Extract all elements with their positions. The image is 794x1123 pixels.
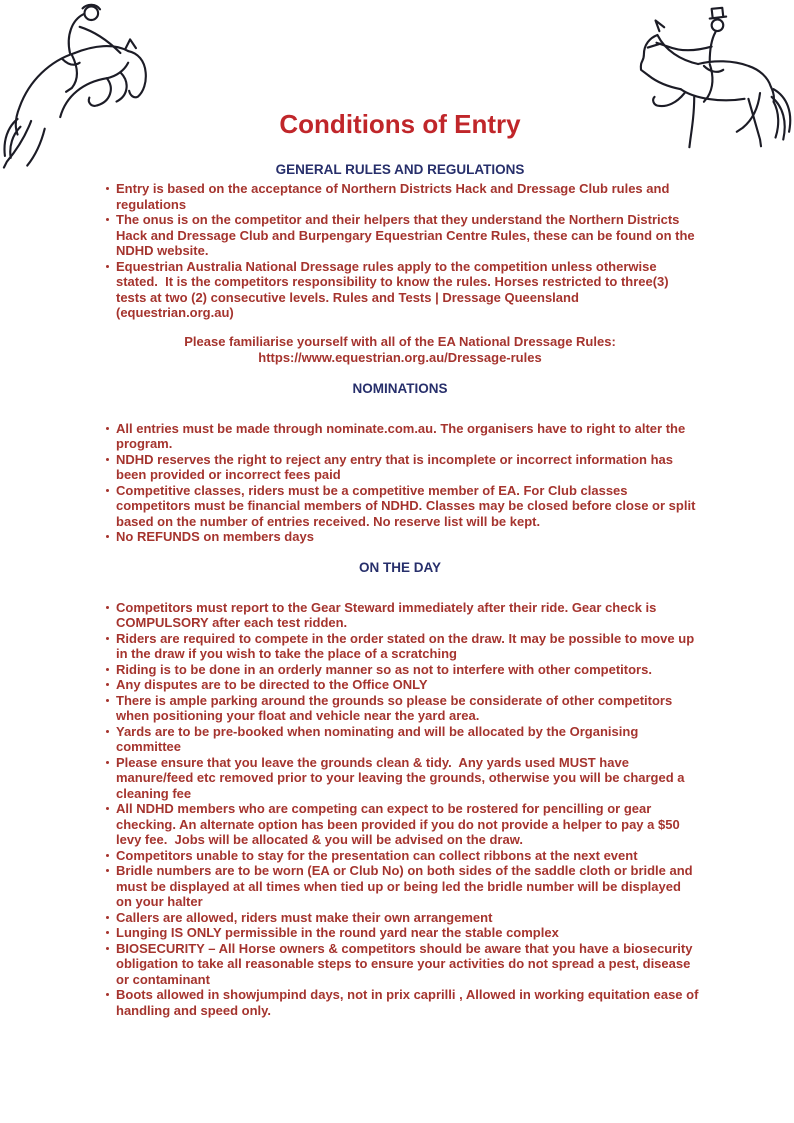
ea-rules-notice-text: Please familiarise yourself with all of the EA National Dressage Rules:	[184, 333, 616, 349]
rule-item: NDHD reserves the right to reject any entry that is incomplete or incorrect information has been provided or incorrect fees paid	[105, 452, 700, 483]
rule-item: Please ensure that you leave the grounds clean & tidy. Any yards used MUST have manure/feed etc removed prior to your leaving the grounds, otherwise you will be charged a cleaning fee	[105, 755, 700, 802]
rule-item: The onus is on the competitor and their helpers that they understand the Northern Districts Hack and Dressage Club and Burpengary Equestrian Centre Rules, these can be found on the NDHD website.	[105, 212, 700, 259]
rule-item: Callers are allowed, riders must make their own arrangement	[105, 910, 700, 926]
rule-item: Boots allowed in showjumpind days, not in prix caprilli , Allowed in working equitation ease of handling and speed only.	[105, 987, 700, 1018]
rule-item: All entries must be made through nominate.com.au. The organisers have to right to alter the program.	[105, 421, 700, 452]
rule-item: No REFUNDS on members days	[105, 529, 700, 545]
rule-item: Lunging IS ONLY permissible in the round yard near the stable complex	[105, 925, 700, 941]
rule-item: Entry is based on the acceptance of Northern Districts Hack and Dressage Club rules and regulations	[105, 181, 700, 212]
rule-item: Yards are to be pre-booked when nominating and will be allocated by the Organising committee	[105, 724, 700, 755]
dressage-horse-image	[610, 4, 792, 154]
rule-item: Competitive classes, riders must be a competitive member of EA. For Club classes competitors must be financial members of NDHD. Classes may be closed before close or split based on the number of entries received. No reserve list will be kept.	[105, 483, 700, 530]
rule-item: Riders are required to compete in the order stated on the draw. It may be possible to move up in the draw if you wish to take the place of a scratching	[105, 631, 700, 662]
rule-item: Bridle numbers are to be worn (EA or Club No) on both sides of the saddle cloth or bridle and must be displayed at all times when tied up or being led the bridle number will be displayed on your halter	[105, 863, 700, 910]
rule-item: Competitors must report to the Gear Steward immediately after their ride. Gear check is COMPULSORY after each test ridden.	[105, 600, 700, 631]
nominations-list	[100, 421, 700, 545]
rule-item: All NDHD members who are competing can expect to be rostered for pencilling or gear checking. An alternate option has been provided if you do not provide a helper to pay a $50 levy fee. Jobs will be allocated & you will be advised on the draw.	[105, 801, 700, 848]
rule-item: Riding is to be done in an orderly manner so as not to interfere with other competitors.	[105, 662, 700, 678]
section-heading-general-rules: GENERAL RULES AND REGULATIONS	[275, 162, 525, 177]
rule-item: Competitors unable to stay for the presentation can collect ribbons at the next event	[105, 848, 700, 864]
section-heading-nominations: NOMINATIONS	[352, 380, 448, 396]
jumping-horse-image	[2, 2, 167, 170]
general-rules-list	[100, 181, 700, 321]
ea-rules-notice	[100, 334, 700, 366]
page-title: Conditions of Entry	[279, 109, 521, 139]
rule-item: Any disputes are to be directed to the Office ONLY	[105, 677, 700, 693]
rule-item: There is ample parking around the grounds so please be considerate of other competitors when positioning your float and vehicle near the yard area.	[105, 693, 700, 724]
on-the-day-list	[100, 599, 703, 1019]
ea-rules-url: https://www.equestrian.org.au/Dressage-rules	[258, 349, 542, 365]
rule-item: Equestrian Australia National Dressage rules apply to the competition unless otherwise stated. It is the competitors responsibility to know the rules. Horses restricted to three(3) tests at two (2) consecutive levels. Rules and Tests | Dressage Queensland (equestrian.org.au)	[105, 259, 700, 321]
section-heading-on-the-day: ON THE DAY	[358, 559, 441, 575]
rule-item: BIOSECURITY – All Horse owners & competitors should be aware that you have a biosecurity obligation to take all reasonable steps to ensure your activities do not spread a pest, disease or contaminant	[105, 941, 700, 988]
